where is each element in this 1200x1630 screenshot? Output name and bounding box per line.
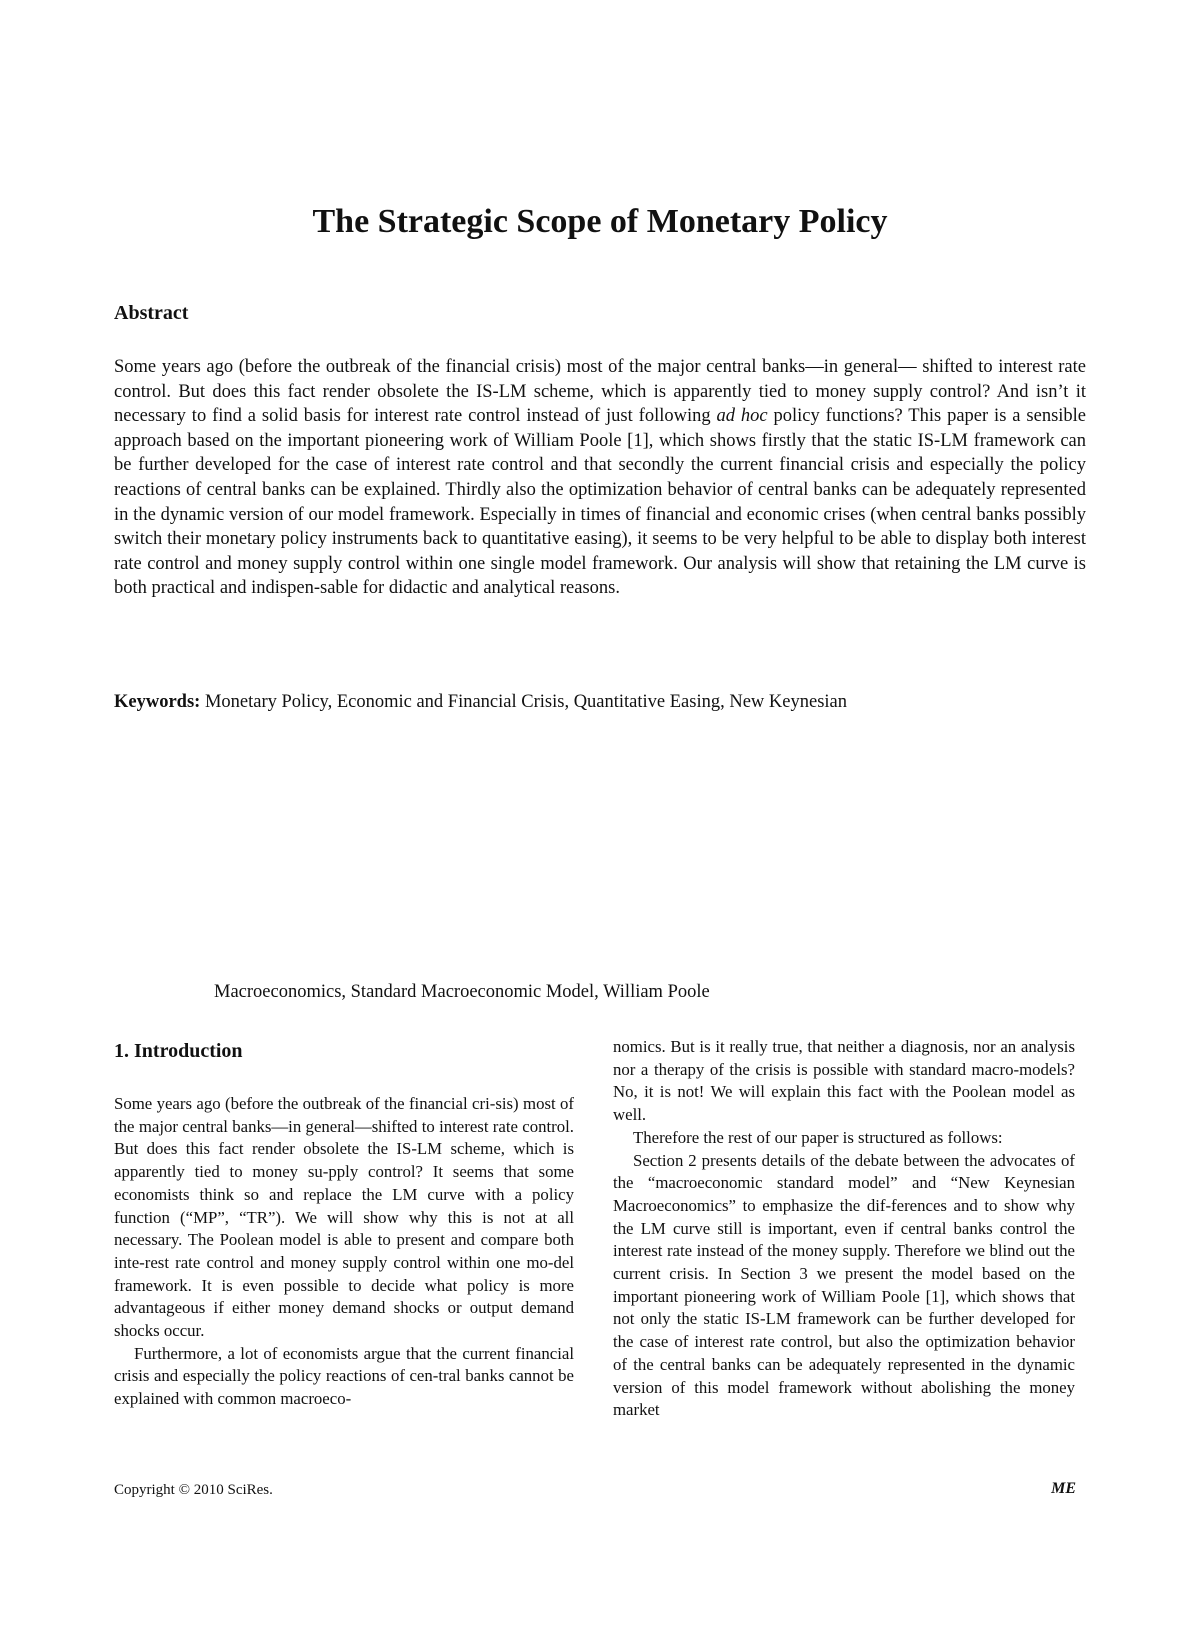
keywords: [114, 690, 1086, 714]
footer-copyright: Copyright © 2010 SciRes.: [114, 1482, 273, 1498]
intro-paragraph-3: nomics. But is it really true, that neither a diagnosis, nor an analysis nor a therapy of the crisis is possible with standard macro-models? No, it is not! We will explain this fact with the Poolean model as well.: [613, 1037, 1075, 1125]
intro-paragraph-1: Some years ago (before the outbreak of the financial cri-sis) most of the major central banks—in general—shifted to interest rate control. But does this fact render obsolete the IS-LM scheme, which is apparently tied to money su-pply control? It seems that some economists think so and replace the LM curve with a policy function (“MP”, “TR”). We will show why this is not at all necessary. The Poolean model is able to present and compare both inte-rest rate control and money supply control within one mo-del framework. It is even possible to decide what policy is more advantageous if either money demand shocks or output demand shocks occur.: [114, 1094, 574, 1341]
keywords-label: Keywords:: [114, 692, 201, 712]
paper-title: The Strategic Scope of Monetary Policy: [312, 203, 888, 240]
left-column: [114, 1040, 574, 1411]
abstract-text-part1: Some years ago (before the outbreak of the financial crisis) most of the major central banks—in general— shifted to interest rate control. But does this fact render obsolete the IS-LM scheme, which is apparently tied to money supply control? And isn’t it necessary to find a solid basis for interest rate control instead of just following: [114, 357, 1086, 427]
intro-paragraph-4: Therefore the rest of our paper is structured as follows:: [633, 1127, 1003, 1147]
abstract-italic-term: ad hoc: [716, 406, 768, 427]
abstract-text-part2: policy functions? This paper is a sensible approach based on the important pioneering work of William Poole [1], which shows firstly that the static IS-LM framework can be further developed for the case of interest rate control and that secondly the current financial crisis and especially the policy reactions of central banks can be explained. Thirdly also the optimization behavior of central banks can be adequately represented in the dynamic version of our model framework. Especially in times of financial and economic crises (when central banks possibly switch their monetary policy instruments back to quantitative easing), it seems to be very helpful to be able to display both interest rate control and money supply control within one single model framework. Our analysis will show that retaining the LM curve is both practical and indispen-sable for didactic and analytical reasons.: [114, 406, 1087, 599]
abstract-body: [114, 355, 1086, 601]
section-heading-introduction: 1. Introduction: [114, 1040, 243, 1062]
right-column: [613, 1036, 1075, 1422]
footer-journal: ME: [1051, 1480, 1076, 1497]
intro-paragraph-2: Furthermore, a lot of economists argue that the current financial crisis and especially the policy reactions of cen-tral banks cannot be explained with common macroeco-: [114, 1343, 574, 1409]
abstract-heading: Abstract: [114, 302, 189, 324]
intro-paragraph-5: Section 2 presents details of the debate between the advocates of the “macroeconomic standard model” and “New Keynesian Macroeconomics” to emphasize the dif-ferences and to show why the LM curve still is important, even if central banks control the interest rate instead of the money supply. Therefore we blind out the current crisis. In Section 3 we present the model based on the important pioneering work of William Poole [1], which shows that not only the static IS-LM framework can be further developed for the case of interest rate control, but also the optimization behavior of the central banks can be adequately represented in the dynamic version of this model framework without abolishing the money market: [613, 1150, 1075, 1420]
keywords-line2: Macroeconomics, Standard Macroeconomic Model, William Poole: [214, 982, 710, 1002]
keywords-line1: Monetary Policy, Economic and Financial Crisis, Quantitative Easing, New Keynesian: [200, 692, 847, 712]
